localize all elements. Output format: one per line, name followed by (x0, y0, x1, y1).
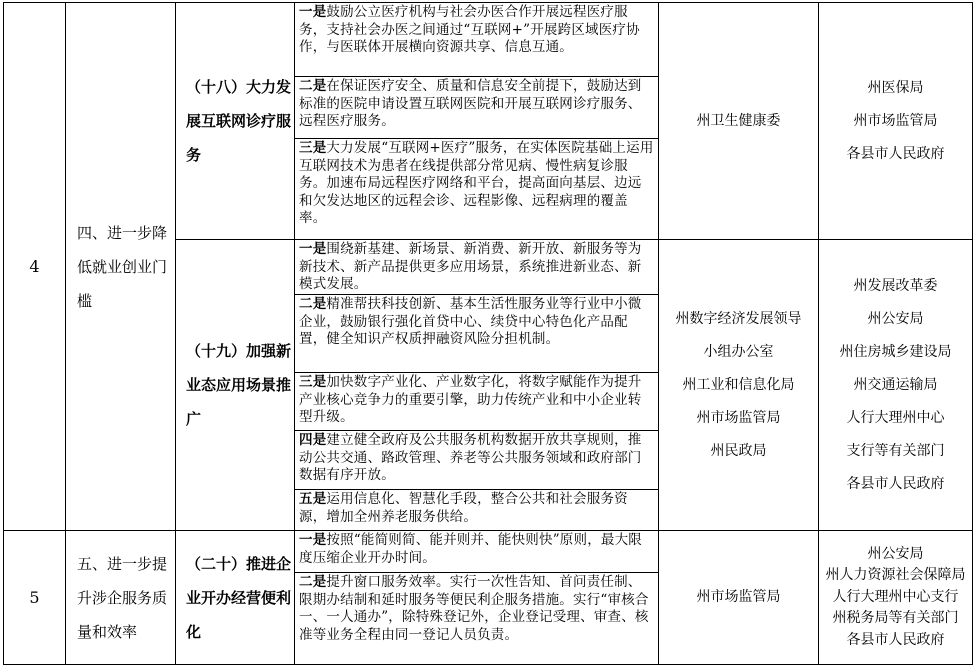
partner-unit: 人行大理州中心支行 (832, 588, 959, 605)
subtask-title-text: （二十）推进企业开办经营便利化 (186, 554, 292, 641)
partner-unit: 各县市人民政府 (846, 145, 945, 162)
item-lead: 二是 (299, 296, 327, 312)
partner-unit: 州税务局等有关部门 (832, 610, 959, 627)
item-lead: 三是 (299, 374, 327, 390)
partner-units (819, 3, 972, 239)
measure-item (295, 139, 658, 239)
measure-item (295, 373, 658, 430)
partner-unit: 州住房城乡建设局 (839, 343, 952, 360)
partner-unit: 各县市人民政府 (846, 631, 945, 648)
partner-unit: 人行大理州中心 (846, 409, 945, 426)
partner-unit: 州医保局 (867, 79, 924, 96)
row-number: 5 (29, 588, 40, 607)
item-lead: 二是 (299, 78, 327, 94)
task-title (66, 531, 175, 664)
partner-unit: 州人力资源社会保障局 (825, 567, 966, 584)
lead-unit: 小组办公室 (703, 343, 774, 360)
partner-unit: 各县市人民政府 (846, 475, 945, 492)
lead-unit: 州市场监管局 (696, 409, 781, 426)
partner-unit: 支行等有关部门 (846, 442, 945, 459)
measure-item (295, 295, 658, 372)
lead-unit: 州卫生健康委 (696, 112, 781, 129)
measure-item (295, 490, 658, 530)
measure-item (295, 77, 658, 138)
item-text: 加快数字产业化、产业数字化，将数字赋能作为提升产业核心竞争力的重要引擎，助力传统产业和中小企业转型升级。 (299, 374, 642, 425)
measure-item (295, 531, 658, 572)
subtask-title-text: （十八）大力发展互联网诊疗服务 (186, 78, 292, 164)
partner-unit: 州发展改革委 (853, 277, 938, 294)
item-lead: 一是 (299, 241, 327, 257)
lead-unit: 州工业和信息化局 (682, 376, 795, 393)
task-title (66, 3, 175, 530)
partner-unit: 州公安局 (867, 545, 924, 562)
item-lead: 一是 (299, 532, 327, 548)
measure-item (295, 573, 658, 664)
item-text: 在保证医疗安全、质量和信息安全前提下，鼓励达到标准的医院申请设置互联网医院和开展互联网诊疗服务、远程医疗服务。 (299, 78, 642, 129)
subtask-title (176, 240, 294, 530)
item-text: 鼓励公立医疗机构与社会办医合作开展远程医疗服务，支持社会办医之间通过“互联网+”开展跨区域医疗协作，与医联体开展横向资源共享、信息互通。 (299, 4, 640, 55)
partner-units (819, 531, 972, 664)
item-lead: 一是 (299, 4, 327, 20)
partner-units (819, 240, 972, 530)
item-lead: 二是 (299, 574, 327, 590)
col-divider (972, 2, 973, 665)
task-title-text: 四、进一步降低就业创业门槛 (77, 223, 168, 310)
item-lead: 四是 (299, 432, 327, 448)
subtask-title-text: （十九）加强新业态应用场景推广 (186, 342, 292, 428)
lead-unit: 州数字经济发展领导 (675, 310, 802, 327)
partner-unit: 州公安局 (867, 310, 924, 327)
partner-unit: 州交通运输局 (853, 376, 938, 393)
item-text: 大力发展“互联网+医疗”服务，在实体医院基础上运用互联网技术为患者在线提供部分常见病、慢性病复诊服务。加速布局远程医疗网络和平台，提高面向基层、边远和欠发达地区的远程会诊、远程影像、远程病理的覆盖率。 (299, 140, 654, 226)
measure-item (295, 431, 658, 489)
lead-unit: 州市场监管局 (696, 589, 781, 605)
subtask-title (176, 3, 294, 239)
lead-units (659, 240, 818, 530)
partner-unit: 州市场监管局 (853, 112, 938, 129)
lead-unit: 州民政局 (710, 442, 767, 459)
task-title-text: 五、进一步提升涉企服务质量和效率 (77, 554, 168, 641)
item-lead: 五是 (299, 491, 327, 507)
measure-item (295, 3, 658, 76)
measure-item (295, 240, 658, 294)
item-lead: 三是 (299, 140, 327, 156)
row-divider (3, 664, 973, 665)
item-text: 运用信息化、智慧化手段，整合公共和社会服务资源，增加全州养老服务供给。 (299, 491, 628, 525)
row-number: 4 (29, 257, 40, 276)
item-text: 提升窗口服务效率。实行一次性告知、首问责任制、限期办结制和延时服务等便民利企服务措施。实行“审核合一、一人通办”，除特殊登记外，企业登记受理、审查、核准等业务全程由同一登记人员负责。 (299, 574, 649, 643)
item-text: 精准帮扶科技创新、基本生活性服务业等行业中小微企业，鼓励银行强化首贷中心、续贷中心特色化产品配置，健全知识产权质押融资风险分担机制。 (299, 296, 642, 347)
item-text: 围绕新基建、新场景、新消费、新开放、新服务等为新技术、新产品提供更多应用场景，系统推进新业态、新模式发展。 (299, 241, 642, 292)
item-text: 按照“能简则简、能并则并、能快则快”原则，最大限度压缩企业开办时间。 (299, 532, 643, 566)
subtask-title (176, 531, 294, 664)
item-text: 建立健全政府及公共服务机构数据开放共享规则，推动公共交通、路政管理、养老等公共服务领域和政府部门数据有序开放。 (299, 432, 642, 483)
